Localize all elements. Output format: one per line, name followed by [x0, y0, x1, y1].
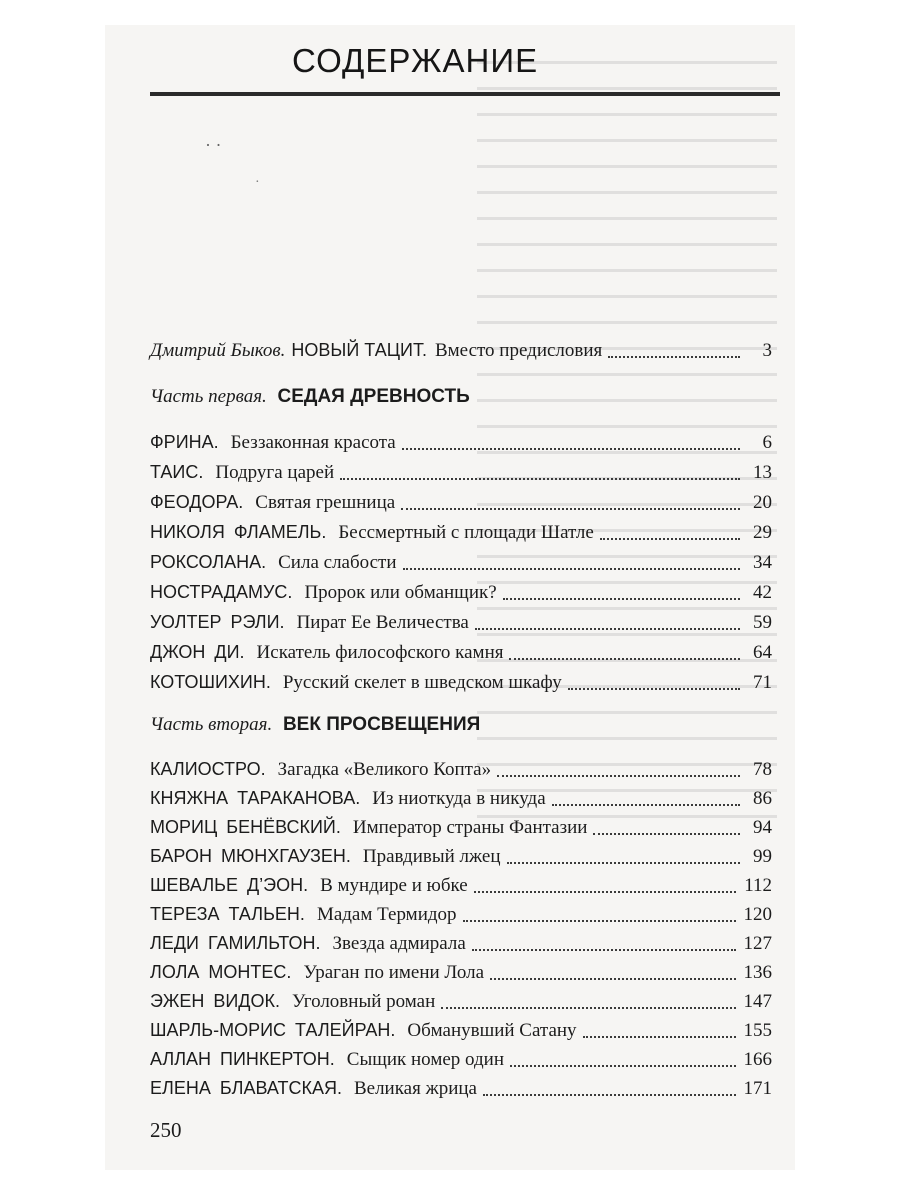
entry-name: КНЯЖНА ТАРАКАНОВА.: [150, 788, 361, 808]
dot-leader: [474, 885, 737, 893]
page-number: 59: [753, 612, 772, 633]
toc-entry[interactable]: [150, 872, 772, 899]
entry-name: ЛЕДИ ГАМИЛЬТОН.: [150, 933, 321, 953]
toc-entry[interactable]: [150, 609, 772, 636]
page-number: 112: [744, 875, 772, 896]
page-number: 71: [753, 672, 772, 693]
entry-name: КАЛИОСТРО.: [150, 759, 266, 779]
dot-leader: [401, 502, 740, 510]
dot-leader: [475, 622, 740, 630]
entry-subtitle: Из ниоткуда в никуда: [372, 788, 546, 809]
entry-subtitle: Загадка «Великого Копта»: [277, 759, 492, 780]
entry-name: КОТОШИХИН.: [150, 672, 271, 692]
part-heading-2: [150, 714, 480, 736]
toc-entry[interactable]: [150, 785, 772, 812]
entry-name: ЕЛЕНА БЛАВАТСКАЯ.: [150, 1078, 342, 1098]
entry-subtitle: Беззаконная красота: [230, 432, 396, 453]
page-number: 166: [743, 1049, 772, 1070]
entry-subtitle: Пророк или обманщик?: [304, 582, 497, 603]
part-title: ВЕК ПРОСВЕЩЕНИЯ: [282, 714, 481, 735]
dot-leader: [441, 1001, 735, 1009]
part-heading-1: [150, 386, 470, 408]
page-folio: 250: [150, 1118, 182, 1142]
print-speck: ·: [255, 175, 260, 190]
page-number: 13: [753, 462, 772, 483]
page-number: 34: [753, 552, 772, 573]
entry-subtitle: Правдивый лжец: [362, 846, 501, 867]
dot-leader: [600, 532, 740, 540]
toc-entry[interactable]: [150, 1017, 772, 1044]
entry-subtitle: В мундире и юбке: [320, 875, 468, 896]
toc-entry[interactable]: [150, 459, 772, 486]
entry-name: УОЛТЕР РЭЛИ.: [150, 612, 285, 632]
dot-leader: [568, 682, 740, 690]
page-number: 136: [743, 962, 772, 983]
page-number: 3: [762, 340, 772, 361]
preface-title: НОВЫЙ ТАЦИТ.: [291, 340, 427, 360]
preface-subtitle: Вместо предисловия: [434, 340, 603, 361]
entry-subtitle: Мадам Термидор: [316, 904, 457, 925]
entry-name: НИКОЛЯ ФЛАМЕЛЬ.: [150, 522, 327, 542]
entry-subtitle: Ураган по имени Лола: [303, 962, 485, 983]
page-number: 29: [753, 522, 772, 543]
entry-name: ТАИС.: [150, 462, 204, 482]
page-number: 147: [743, 991, 772, 1012]
entry-name: ТЕРЕЗА ТАЛЬЕН.: [150, 904, 305, 924]
toc-entry[interactable]: [150, 429, 772, 456]
entry-name: ДЖОН ДИ.: [150, 642, 245, 662]
dot-leader: [463, 914, 736, 922]
entry-name: ФРИНА.: [150, 432, 219, 452]
part-title: СЕДАЯ ДРЕВНОСТЬ: [277, 386, 470, 407]
entry-name: ЭЖЕН ВИДОК.: [150, 991, 280, 1011]
entry-subtitle: Звезда адмирала: [332, 933, 466, 954]
toc-entry[interactable]: [150, 988, 772, 1015]
toc-entry[interactable]: [150, 756, 772, 783]
dot-leader: [483, 1088, 736, 1096]
toc-entry[interactable]: [150, 1046, 772, 1073]
dot-leader: [403, 562, 740, 570]
part-label: Часть первая.: [150, 386, 267, 407]
entry-name: БАРОН МЮНХГАУЗЕН.: [150, 846, 351, 866]
toc-entry[interactable]: [150, 489, 772, 516]
preface-author: Дмитрий Быков.: [150, 340, 286, 361]
toc-entry[interactable]: [150, 814, 772, 841]
entry-name: ЛОЛА МОНТЕС.: [150, 962, 292, 982]
page-number: 171: [743, 1078, 772, 1099]
page-number: 20: [753, 492, 772, 513]
dot-leader: [583, 1030, 736, 1038]
page-number: 64: [753, 642, 772, 663]
entry-subtitle: Великая жрица: [353, 1078, 477, 1099]
toc-entry[interactable]: [150, 639, 772, 666]
entry-subtitle: Пират Ее Величества: [296, 612, 469, 633]
dot-leader: [503, 592, 740, 600]
print-specks: · ·: [205, 135, 222, 155]
toc-entry[interactable]: [150, 519, 772, 546]
entry-subtitle: Сыщик номер один: [346, 1049, 504, 1070]
entry-name: ШЕВАЛЬЕ Д’ЭОН.: [150, 875, 309, 895]
page-number: 127: [743, 933, 772, 954]
entry-name: РОКСОЛАНА.: [150, 552, 267, 572]
title-rule: [150, 92, 780, 96]
entry-name: НОСТРАДАМУС.: [150, 582, 293, 602]
toc-entry[interactable]: [150, 843, 772, 870]
toc-entry[interactable]: [150, 1075, 772, 1102]
toc-entry[interactable]: [150, 549, 772, 576]
entry-name: ШАРЛЬ-МОРИС ТАЛЕЙРАН.: [150, 1020, 396, 1040]
page-number: 99: [753, 846, 772, 867]
entry-subtitle: Святая грешница: [255, 492, 396, 513]
toc-entry-preface[interactable]: [150, 337, 772, 364]
page-number: 94: [753, 817, 772, 838]
entry-subtitle: Уголовный роман: [291, 991, 436, 1012]
entry-name: АЛЛАН ПИНКЕРТОН.: [150, 1049, 335, 1069]
dot-leader: [497, 769, 740, 777]
dot-leader: [510, 1059, 736, 1067]
dot-leader: [340, 472, 740, 480]
page-number: 86: [753, 788, 772, 809]
page-number: 42: [753, 582, 772, 603]
dot-leader: [509, 652, 740, 660]
entry-name: МОРИЦ БЕНЁВСКИЙ.: [150, 817, 341, 837]
entry-subtitle: Русский скелет в шведском шкафу: [282, 672, 562, 693]
page-number: 6: [762, 432, 772, 453]
toc-entry[interactable]: [150, 669, 772, 696]
toc-entry[interactable]: [150, 930, 772, 957]
dot-leader: [402, 442, 740, 450]
entry-subtitle: Обманувший Сатану: [407, 1020, 577, 1041]
page-number: 120: [743, 904, 772, 925]
page-title: СОДЕРЖАНИЕ: [292, 42, 539, 79]
entry-subtitle: Сила слабости: [278, 552, 397, 573]
part-label: Часть вторая.: [150, 714, 273, 735]
dot-leader: [608, 350, 740, 358]
toc-entry[interactable]: [150, 959, 772, 986]
dot-leader: [472, 943, 736, 951]
entry-name: ФЕОДОРА.: [150, 492, 244, 512]
page-number: 78: [753, 759, 772, 780]
dot-leader: [593, 827, 740, 835]
entry-subtitle: Подруга царей: [215, 462, 335, 483]
dot-leader: [552, 798, 740, 806]
entry-subtitle: Искатель философского камня: [256, 642, 504, 663]
dot-leader: [507, 856, 740, 864]
entry-subtitle: Бессмертный с площади Шатле: [338, 522, 594, 543]
toc-entry[interactable]: [150, 579, 772, 606]
dot-leader: [490, 972, 735, 980]
entry-subtitle: Император страны Фантазии: [352, 817, 588, 838]
toc-entry[interactable]: [150, 901, 772, 928]
page-number: 155: [743, 1020, 772, 1041]
